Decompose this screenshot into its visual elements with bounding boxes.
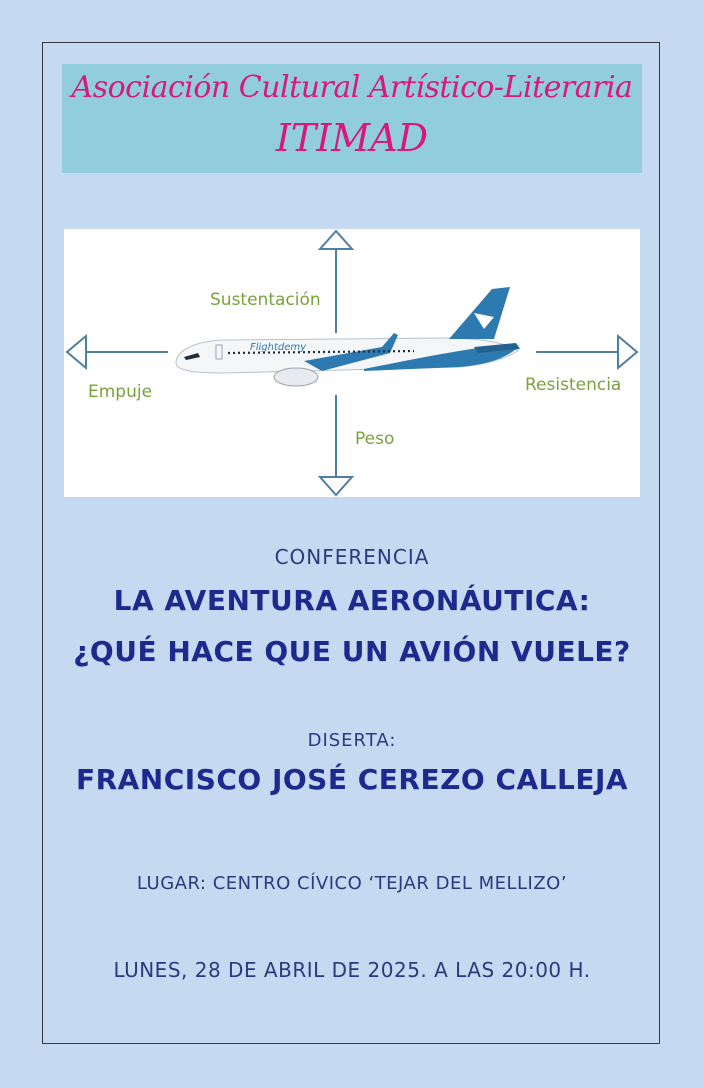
airplane-forces-illustration xyxy=(64,229,640,497)
header-banner xyxy=(62,64,642,173)
speaker-name: FRANCISCO JOSÉ CEREZO CALLEJA xyxy=(75,763,629,796)
thrust-label: Empuje xyxy=(88,382,153,402)
event-title-line1: LA AVENTURA AERONÁUTICA: xyxy=(113,584,591,617)
association-name: ITIMAD xyxy=(275,116,429,160)
event-title-line2: ¿QUÉ HACE QUE UN AVIÓN VUELE? xyxy=(73,635,631,668)
brand-label: Flightdemy xyxy=(250,342,307,353)
weight-arrow-icon xyxy=(320,395,352,495)
event-type-label: CONFERENCIA xyxy=(274,545,430,569)
speaker-label: DISERTA: xyxy=(307,730,397,751)
lift-label: Sustentación xyxy=(210,290,321,310)
weight-label: Peso xyxy=(355,429,395,449)
drag-arrow-icon xyxy=(536,336,637,368)
lift-arrow-icon xyxy=(320,231,352,333)
thrust-arrow-icon xyxy=(67,336,168,368)
event-location: LUGAR: CENTRO CÍVICO ‘TEJAR DEL MELLIZO’ xyxy=(136,873,568,894)
drag-label: Resistencia xyxy=(525,375,622,395)
organization-name: Asociación Cultural Artístico-Literaria xyxy=(71,70,633,105)
event-datetime: LUNES, 28 DE ABRIL DE 2025. A LAS 20:00 H. xyxy=(113,958,591,982)
